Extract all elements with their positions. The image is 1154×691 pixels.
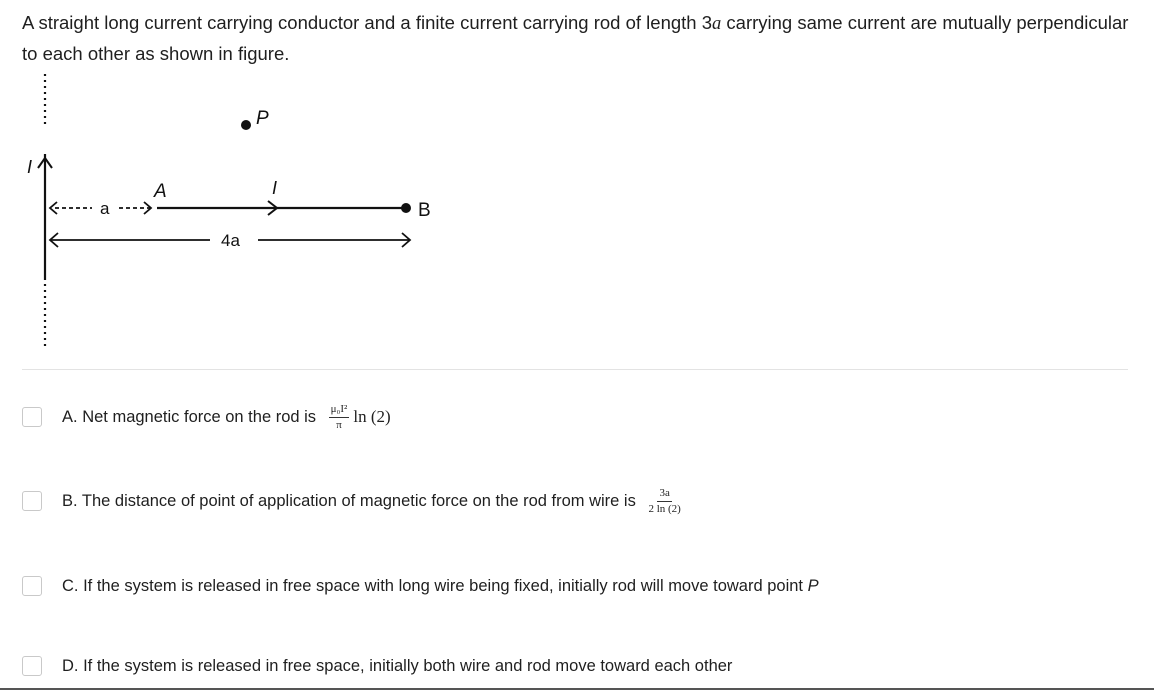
point-b-label: B bbox=[418, 200, 431, 221]
option-b-checkbox[interactable] bbox=[22, 491, 42, 511]
option-d-checkbox[interactable] bbox=[22, 656, 42, 676]
wire-current-label: I bbox=[27, 157, 33, 177]
option-a-letter: A. bbox=[62, 407, 78, 426]
point-p-label: P bbox=[256, 108, 269, 129]
option-c-letter: C. bbox=[62, 576, 79, 595]
option-c-checkbox[interactable] bbox=[22, 576, 42, 596]
option-d-letter: D. bbox=[62, 656, 79, 675]
distance-a-label: a bbox=[100, 199, 110, 218]
bottom-border bbox=[0, 688, 1154, 690]
question-text bbox=[22, 8, 1132, 68]
option-b-fraction-denominator: 2 ln (2) bbox=[648, 502, 681, 515]
option-a[interactable] bbox=[22, 397, 1122, 437]
option-a-math-tail: ln (2) bbox=[353, 406, 391, 426]
option-b-statement: The distance of point of application of magnetic force on the rod from wire is bbox=[81, 491, 636, 510]
option-d-text bbox=[62, 657, 732, 676]
option-a-checkbox[interactable] bbox=[22, 407, 42, 427]
point-p-dot bbox=[241, 120, 251, 130]
option-c-statement: If the system is released in free space with long wire being fixed, initially rod will move toward point bbox=[83, 576, 804, 595]
option-d[interactable] bbox=[22, 646, 1122, 686]
point-b-dot bbox=[401, 203, 411, 213]
option-b-fraction-numerator: 3a bbox=[657, 487, 671, 502]
question-part-2: carrying same current are mutually perpendicular to each other as shown in figure. bbox=[22, 12, 1129, 64]
option-a-statement: Net magnetic force on the rod is bbox=[82, 407, 317, 426]
option-d-statement: If the system is released in free space, initially both wire and rod move toward each other bbox=[83, 656, 733, 675]
option-b-text bbox=[62, 487, 685, 516]
rod-current-label: I bbox=[272, 178, 278, 198]
option-a-text bbox=[62, 403, 391, 432]
divider bbox=[22, 369, 1128, 370]
option-b[interactable] bbox=[22, 481, 1122, 521]
option-b-fraction bbox=[648, 487, 680, 516]
option-c-point-p: P bbox=[807, 576, 819, 595]
point-a-label: A bbox=[154, 181, 167, 202]
question-figure bbox=[0, 70, 460, 360]
option-a-fraction bbox=[329, 403, 350, 432]
question-variable-a: a bbox=[712, 14, 722, 34]
question-part-1: A straight long current carrying conductor and a finite current carrying rod of length 3 bbox=[22, 12, 713, 33]
option-a-fraction-denominator: π bbox=[336, 418, 342, 431]
distance-4a-label: 4a bbox=[221, 231, 240, 250]
option-c[interactable] bbox=[22, 566, 1122, 606]
option-b-letter: B. bbox=[62, 491, 78, 510]
option-c-text bbox=[62, 577, 819, 596]
option-a-fraction-numerator: μ₀I² bbox=[329, 403, 350, 418]
